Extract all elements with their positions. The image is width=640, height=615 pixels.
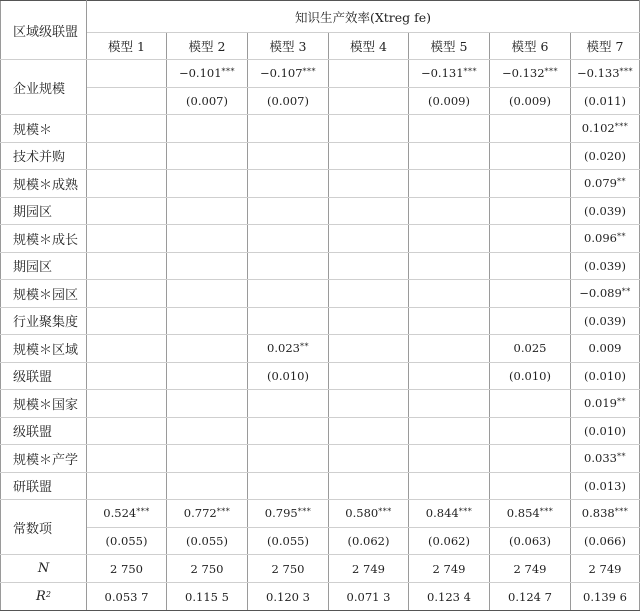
variable-label-cont: 研联盟 (1, 472, 87, 500)
stat-cell: 2 750 (167, 555, 248, 583)
coef-value: −0.133 (576, 66, 620, 81)
significance-stars: *** (297, 507, 312, 517)
se-cell: (0.007) (248, 87, 329, 115)
se-cell: (0.039) (571, 252, 640, 280)
variable-label-cont: 技术并购 (1, 142, 87, 170)
coef-cell (490, 445, 571, 473)
variable-label: 规模＊成熟 (1, 170, 87, 198)
stat-cell: 2 749 (571, 555, 640, 583)
variable-label: 规模＊国家 (1, 390, 87, 418)
coef-cell (571, 225, 640, 253)
coef-cell (87, 335, 167, 363)
coef-value: −0.132 (501, 66, 545, 81)
stat-cell: 2 750 (248, 555, 329, 583)
coef-cell (87, 280, 167, 308)
se-cell (490, 307, 571, 335)
coef-value: 0.079 (584, 176, 617, 191)
se-cell (167, 307, 248, 335)
stat-cell: 2 750 (87, 555, 167, 583)
coef-cell (248, 500, 329, 528)
coef-value: 0.102 (581, 121, 615, 136)
coef-cell (409, 335, 490, 363)
stat-symbol: R (36, 589, 46, 604)
se-cell (167, 417, 248, 445)
variable-label: 规模＊成长 (1, 225, 87, 253)
stat-cell: 0.139 6 (571, 583, 640, 611)
se-cell (329, 197, 409, 225)
coef-cell (329, 335, 409, 363)
se-cell: (0.055) (167, 527, 248, 555)
coef-cell (329, 500, 409, 528)
stat-label (1, 555, 87, 583)
coef-cell (571, 390, 640, 418)
stat-cell: 0.053 7 (87, 583, 167, 611)
se-cell: (0.055) (248, 527, 329, 555)
se-cell (409, 362, 490, 390)
se-cell (329, 142, 409, 170)
coef-value: −0.131 (420, 66, 464, 81)
se-cell: (0.010) (571, 362, 640, 390)
significance-stars: ** (616, 177, 626, 187)
significance-stars: *** (458, 507, 473, 517)
se-cell (248, 252, 329, 280)
significance-stars: *** (302, 67, 317, 77)
coef-cell (87, 500, 167, 528)
se-cell (409, 472, 490, 500)
coef-cell (87, 60, 167, 88)
se-cell (490, 472, 571, 500)
stat-row (1, 583, 640, 611)
coef-value: 0.023 (267, 341, 300, 356)
model-header: 模型 1 (87, 33, 167, 60)
se-row (1, 87, 640, 115)
se-cell: (0.066) (571, 527, 640, 555)
stat-cell: 2 749 (329, 555, 409, 583)
stat-cell: 0.124 7 (490, 583, 571, 611)
se-cell: (0.010) (248, 362, 329, 390)
se-row (1, 142, 640, 170)
se-cell: (0.062) (409, 527, 490, 555)
stat-cell: 0.071 3 (329, 583, 409, 611)
coef-value: −0.089 (579, 286, 622, 301)
se-cell (87, 362, 167, 390)
coef-cell (409, 170, 490, 198)
se-cell (87, 197, 167, 225)
se-cell (329, 307, 409, 335)
model-header: 模型 3 (248, 33, 329, 60)
se-cell (167, 197, 248, 225)
se-cell (329, 252, 409, 280)
coef-cell (167, 225, 248, 253)
coef-cell (248, 225, 329, 253)
variable-label-cont: 期园区 (1, 252, 87, 280)
variable-label-cont: 级联盟 (1, 362, 87, 390)
se-cell (329, 362, 409, 390)
model-header: 模型 7 (571, 33, 640, 60)
coef-cell (571, 60, 640, 88)
significance-stars: *** (136, 507, 150, 517)
coef-cell (409, 60, 490, 88)
coef-row (1, 500, 640, 528)
stat-cell: 0.115 5 (167, 583, 248, 611)
coef-cell (167, 390, 248, 418)
coef-cell (490, 390, 571, 418)
significance-stars: ** (621, 287, 631, 297)
coef-cell (329, 115, 409, 143)
coef-cell (167, 280, 248, 308)
coef-cell (571, 170, 640, 198)
coef-cell (167, 115, 248, 143)
variable-label-cont: 期园区 (1, 197, 87, 225)
stat-symbol: N (37, 561, 50, 576)
coef-cell (87, 115, 167, 143)
se-cell (87, 472, 167, 500)
coef-cell (167, 170, 248, 198)
se-cell (248, 197, 329, 225)
significance-stars: *** (539, 507, 554, 517)
se-cell: (0.010) (490, 362, 571, 390)
se-cell (329, 417, 409, 445)
coef-cell (409, 390, 490, 418)
coef-cell (329, 445, 409, 473)
se-cell: (0.007) (167, 87, 248, 115)
coef-cell (87, 170, 167, 198)
se-row (1, 252, 640, 280)
se-row (1, 362, 640, 390)
se-cell: (0.063) (490, 527, 571, 555)
se-cell (490, 197, 571, 225)
coef-cell (248, 280, 329, 308)
stat-label (1, 583, 87, 611)
coef-value: 0.580 (345, 506, 379, 521)
variable-label: 企业规模 (1, 60, 87, 115)
significance-stars: ** (616, 452, 626, 462)
coef-value: −0.107 (259, 66, 303, 81)
coef-cell (248, 115, 329, 143)
se-cell (409, 417, 490, 445)
se-cell (329, 87, 409, 115)
coef-cell (167, 335, 248, 363)
coef-row (1, 170, 640, 198)
variable-label: 常数项 (1, 500, 87, 555)
se-cell (87, 142, 167, 170)
se-cell: (0.009) (490, 87, 571, 115)
corner-label: 区域级联盟 (1, 1, 87, 60)
coef-cell (571, 115, 640, 143)
coef-cell (248, 390, 329, 418)
header-row (1, 1, 640, 33)
variable-label: 规模＊园区 (1, 280, 87, 308)
se-cell (87, 417, 167, 445)
coef-value: 0.854 (506, 506, 540, 521)
se-cell (409, 197, 490, 225)
se-cell (87, 252, 167, 280)
se-cell (490, 142, 571, 170)
coef-cell (571, 280, 640, 308)
variable-label: 规模＊区域 (1, 335, 87, 363)
variable-label-cont: 行业聚集度 (1, 307, 87, 335)
se-cell (409, 142, 490, 170)
se-cell: (0.062) (329, 527, 409, 555)
stat-cell: 0.120 3 (248, 583, 329, 611)
se-cell: (0.039) (571, 307, 640, 335)
coef-cell (248, 335, 329, 363)
coef-row (1, 280, 640, 308)
se-row (1, 417, 640, 445)
coef-cell (490, 500, 571, 528)
coef-cell (409, 115, 490, 143)
variable-label-cont: 级联盟 (1, 417, 87, 445)
coef-cell (571, 335, 640, 363)
coef-value: 0.009 (588, 341, 622, 356)
significance-stars: ** (616, 232, 626, 242)
se-cell: (0.039) (571, 197, 640, 225)
stat-superscript: 2 (45, 590, 51, 599)
coef-value: 0.033 (584, 451, 617, 466)
significance-stars: *** (221, 67, 236, 77)
coef-row (1, 60, 640, 88)
coef-row (1, 390, 640, 418)
se-cell (490, 252, 571, 280)
significance-stars: *** (619, 67, 634, 77)
coef-row (1, 115, 640, 143)
coef-cell (571, 500, 640, 528)
coef-value: 0.524 (103, 506, 137, 521)
se-cell (329, 472, 409, 500)
se-cell: (0.010) (571, 417, 640, 445)
coef-cell (409, 445, 490, 473)
se-cell (248, 307, 329, 335)
significance-stars: *** (614, 122, 629, 132)
stat-cell: 2 749 (409, 555, 490, 583)
se-cell (167, 142, 248, 170)
se-cell (248, 417, 329, 445)
coef-cell (490, 280, 571, 308)
coef-cell (490, 335, 571, 363)
se-cell (490, 417, 571, 445)
se-cell (167, 472, 248, 500)
significance-stars: *** (216, 507, 231, 517)
coef-cell (490, 60, 571, 88)
coef-cell (329, 390, 409, 418)
se-row (1, 307, 640, 335)
table-title: 知识生产效率(Xtreg fe) (87, 1, 640, 33)
significance-stars: *** (463, 67, 478, 77)
se-cell: (0.009) (409, 87, 490, 115)
coef-value: −0.101 (178, 66, 222, 81)
coef-cell (248, 445, 329, 473)
coef-cell (167, 60, 248, 88)
se-cell: (0.020) (571, 142, 640, 170)
coef-value: 0.844 (425, 506, 459, 521)
model-header: 模型 4 (329, 33, 409, 60)
se-cell: (0.055) (87, 527, 167, 555)
coef-cell (490, 170, 571, 198)
coef-cell (167, 500, 248, 528)
se-cell: (0.011) (571, 87, 640, 115)
se-cell (167, 362, 248, 390)
stat-cell: 0.123 4 (409, 583, 490, 611)
coef-cell (87, 225, 167, 253)
coef-row (1, 335, 640, 363)
stat-cell: 2 749 (490, 555, 571, 583)
coef-value: 0.025 (513, 341, 547, 356)
se-cell (167, 252, 248, 280)
significance-stars: ** (616, 397, 626, 407)
coef-cell (329, 280, 409, 308)
se-row (1, 472, 640, 500)
coef-cell (248, 170, 329, 198)
se-row (1, 197, 640, 225)
coef-value: 0.795 (264, 506, 298, 521)
se-cell (409, 252, 490, 280)
significance-stars: ** (299, 342, 309, 352)
model-header: 模型 6 (490, 33, 571, 60)
coef-value: 0.838 (581, 506, 615, 521)
model-header: 模型 5 (409, 33, 490, 60)
significance-stars: *** (614, 507, 629, 517)
se-cell (87, 87, 167, 115)
model-header: 模型 2 (167, 33, 248, 60)
coef-row (1, 225, 640, 253)
coef-cell (329, 170, 409, 198)
coef-cell (571, 445, 640, 473)
coef-value: 0.096 (584, 231, 617, 246)
coef-row (1, 445, 640, 473)
significance-stars: *** (544, 67, 559, 77)
coef-cell (329, 225, 409, 253)
se-cell (248, 142, 329, 170)
coef-cell (409, 280, 490, 308)
se-cell (87, 307, 167, 335)
stat-row (1, 555, 640, 583)
coef-value: 0.772 (183, 506, 217, 521)
coef-cell (409, 500, 490, 528)
variable-label: 规模＊产学 (1, 445, 87, 473)
coef-cell (87, 390, 167, 418)
coef-cell (248, 60, 329, 88)
se-cell (248, 472, 329, 500)
coef-cell (167, 445, 248, 473)
se-row (1, 527, 640, 555)
se-cell (409, 307, 490, 335)
coef-value: 0.019 (584, 396, 617, 411)
model-header-row (1, 33, 640, 60)
se-cell: (0.013) (571, 472, 640, 500)
coef-cell (87, 445, 167, 473)
coef-cell (409, 225, 490, 253)
significance-stars: *** (378, 507, 392, 517)
coef-cell (490, 225, 571, 253)
coef-cell (329, 60, 409, 88)
coef-cell (490, 115, 571, 143)
variable-label: 规模＊ (1, 115, 87, 143)
